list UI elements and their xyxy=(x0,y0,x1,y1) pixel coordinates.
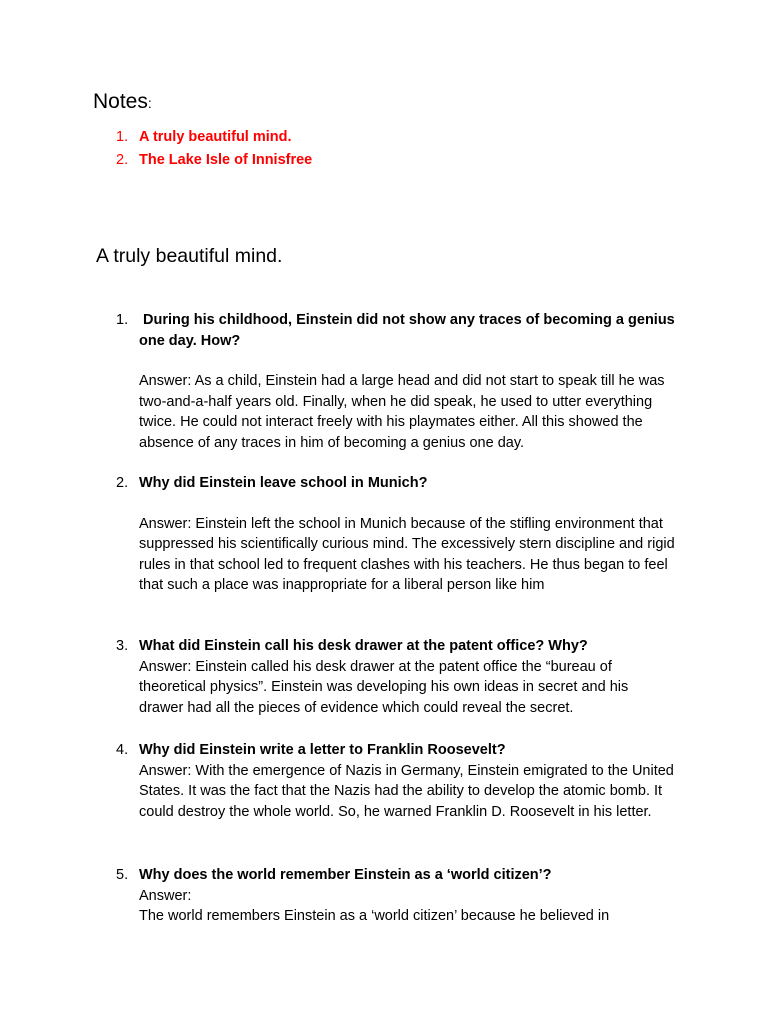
question-body xyxy=(139,473,676,596)
answer-text: Answer: As a child, Einstein had a large head and did not start to speak till he was two-and-a-half years old. Finally, when he did speak, he used to utter everything twice. He could not interact freely with his playmates either. All this showed the absence of any traces in him of becoming a genius one day. xyxy=(139,373,665,451)
answer-label: Answer: xyxy=(139,887,192,904)
notes-item-number: 1. xyxy=(116,129,129,145)
question-text: During his childhood, Einstein did not show any traces of becoming a genius one day. How? xyxy=(139,312,679,349)
question-number: 1. xyxy=(116,312,129,328)
question-number: 4. xyxy=(116,742,129,758)
notes-heading xyxy=(93,88,152,117)
question-body xyxy=(139,636,676,718)
question-text: Why does the world remember Einstein as a ‘world citizen’? xyxy=(139,867,552,883)
question-block xyxy=(116,740,676,822)
question-block xyxy=(116,636,676,718)
question-number: 5. xyxy=(116,867,129,883)
question-text: What did Einstein call his desk drawer at the patent office? Why? xyxy=(139,638,588,654)
answer-text: Answer: Einstein called his desk drawer at the patent office the “bureau of theoretical physics”. Einstein was developing his own ideas in secret and his drawer had all the pieces of evidence which could reveal the secret. xyxy=(139,658,629,716)
question-body xyxy=(139,865,676,927)
question-block xyxy=(116,310,679,453)
answer-text: The world remembers Einstein as a ‘world citizen’ because he believed in xyxy=(139,908,610,924)
question-number: 3. xyxy=(116,638,129,654)
question-number: 2. xyxy=(116,475,129,491)
question-body xyxy=(139,740,676,822)
question-text: Why did Einstein leave school in Munich? xyxy=(139,475,428,491)
question-block xyxy=(116,865,676,927)
answer-text: Answer: Einstein left the school in Munich because of the stifling environment that suppressed his scientifically curious mind. The excessively stern discipline and rigid rules in that school led to frequent clashes with his teachers. He thus began to feel that such a place was inappropriate for a liberal person like him xyxy=(139,515,675,593)
notes-item-number: 2. xyxy=(116,152,129,168)
question-text: Why did Einstein write a letter to Franklin Roosevelt? xyxy=(139,742,506,758)
notes-heading-text: Notes xyxy=(93,90,148,113)
answer-text: Answer: With the emergence of Nazis in Germany, Einstein emigrated to the United States. It was the fact that the Nazis had the ability to develop the atomic bomb. It could destroy the whole world. So, he warned Franklin D. Roosevelt in his letter. xyxy=(139,762,674,820)
section-title: A truly beautiful mind. xyxy=(96,245,283,267)
notes-heading-colon: : xyxy=(147,95,152,111)
notes-item-text: The Lake Isle of Innisfree xyxy=(139,152,313,168)
question-body xyxy=(139,310,679,453)
notes-item-text: A truly beautiful mind. xyxy=(139,129,292,145)
question-block xyxy=(116,473,676,596)
